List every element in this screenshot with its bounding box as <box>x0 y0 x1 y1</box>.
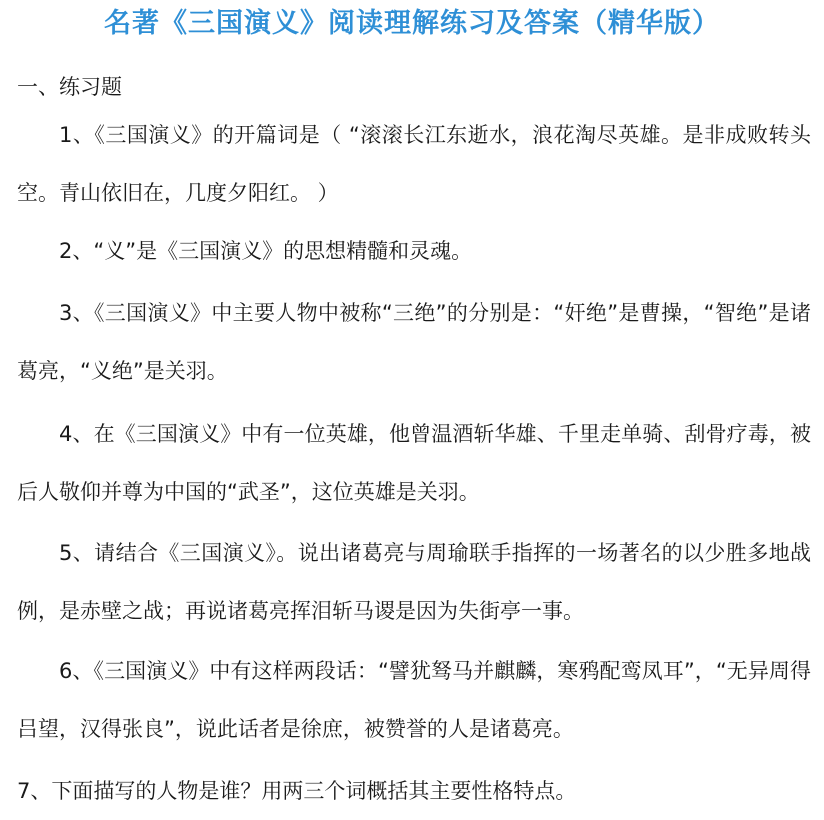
question-5: 5、请结合《三国演义》。说出诸葛亮与周瑜联手指挥的一场著名的以少胜多地战例，是赤壁之战；再说诸葛亮挥泪斩马谡是因为失街亭一事。 <box>17 541 811 623</box>
page-title: 名著《三国演义》阅读理解练习及答案（精华版） <box>104 8 720 39</box>
question-7: 7、下面描写的人物是谁？用两三个词概括其主要性格特点。 <box>17 779 577 803</box>
section-heading: 一、练习题 <box>17 75 122 99</box>
question-6: 6、《三国演义》中有这样两段话：“譬犹驽马并麒麟，寒鸦配鸾凤耳”，“无异周得吕望，汉得张良”，说此话者是徐庶，被赞誉的人是诸葛亮。 <box>17 659 811 741</box>
question-1: 1、《三国演义》的开篇词是（ “滚滚长江东逝水，浪花淘尽英雄。是非成败转头空。青山依旧在，几度夕阳红。 ） <box>17 123 811 205</box>
question-4: 4、在《三国演义》中有一位英雄，他曾温酒斩华雄、千里走单骑、刮骨疗毒，被后人敬仰并尊为中国的“武圣”，这位英雄是关羽。 <box>17 422 811 504</box>
question-3: 3、《三国演义》中主要人物中被称“三绝”的分别是：“奸绝”是曹操，“智绝”是诸葛亮，“义绝”是关羽。 <box>17 301 811 383</box>
question-2: 2、“义”是《三国演义》的思想精髓和灵魂。 <box>59 239 473 263</box>
